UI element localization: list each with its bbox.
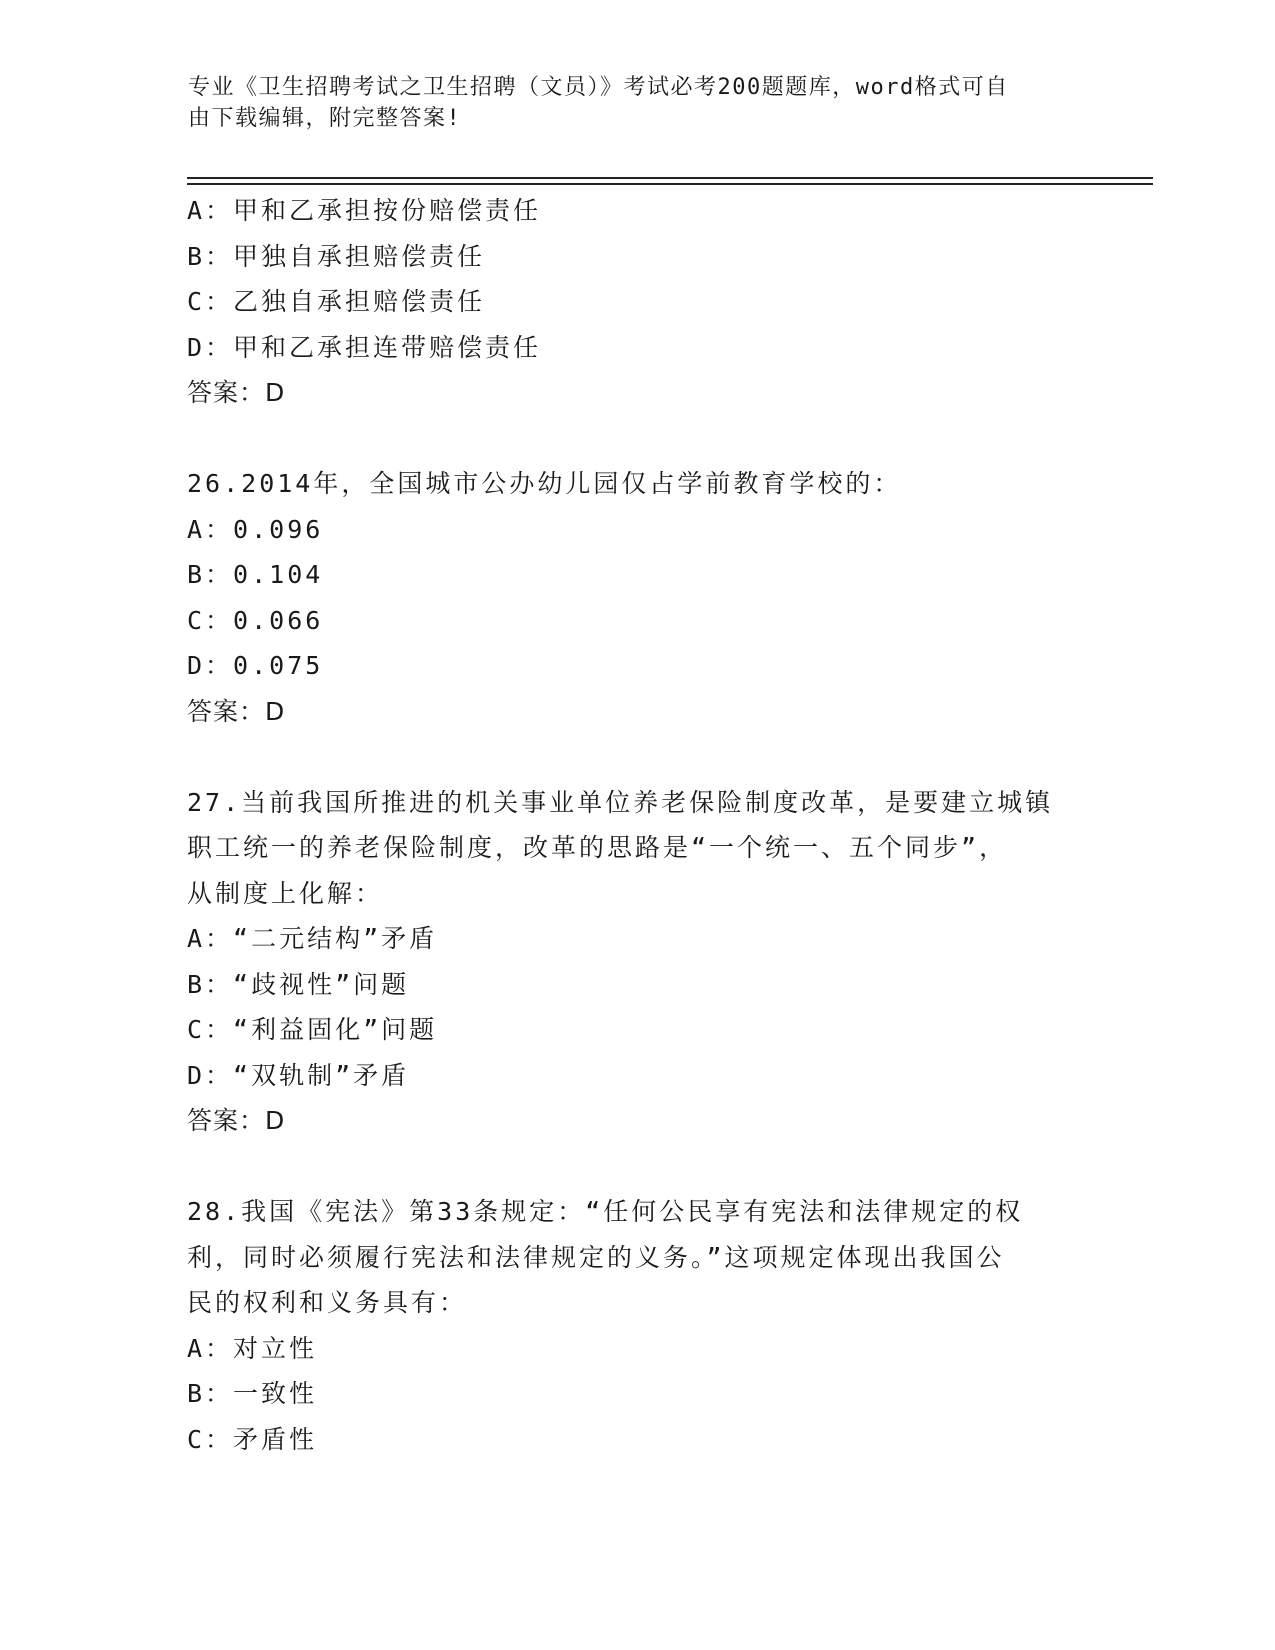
option-a: A：对立性 <box>187 1333 318 1363</box>
header-line-1: 专业《卫生招聘考试之卫生招聘（文员）》考试必考200题题库，word格式可自 <box>188 75 1009 100</box>
question-text-line-3: 从制度上化解： <box>187 878 384 908</box>
question-text-line-1: 28.我国《宪法》第33条规定：“任何公民享有宪法和法律规定的权 <box>187 1197 1024 1226</box>
header-line-2: 由下载编辑，附完整答案! <box>188 106 462 131</box>
option-a: A：0.096 <box>187 514 324 544</box>
question-text: 26.2014年，全国城市公办幼儿园仅占学前教育学校的： <box>187 469 902 498</box>
answer-line: 答案：D <box>187 696 286 726</box>
option-b: B：“歧视性”问题 <box>187 969 410 999</box>
option-b: B：甲独自承担赔偿责任 <box>187 241 486 271</box>
spacer <box>187 1144 1087 1190</box>
option-d: D：“双轨制”矛盾 <box>187 1060 410 1090</box>
option-d: D：甲和乙承担连带赔偿责任 <box>187 332 542 362</box>
question-text-line-3: 民的权利和义务具有： <box>187 1288 468 1317</box>
option-d: D：0.075 <box>187 651 324 680</box>
answer-line: 答案：D <box>187 378 286 407</box>
question-26 <box>187 461 1087 734</box>
spacer <box>187 734 1087 780</box>
question-list <box>187 188 1087 1462</box>
spacer <box>187 416 1087 462</box>
question-text-line-2: 利，同时必须履行宪法和法律规定的义务。”这项规定体现出我国公 <box>187 1242 1005 1272</box>
question-text-line-2: 职工统一的养老保险制度，改革的思路是“一个统一、五个同步”， <box>187 833 1008 862</box>
option-c: C：0.066 <box>187 605 324 635</box>
question-28 <box>187 1189 1087 1462</box>
option-c: C：“利益固化”问题 <box>187 1015 438 1044</box>
document-header <box>188 72 1068 134</box>
answer-line: 答案：D <box>187 1106 286 1135</box>
option-a: A：“二元结构”矛盾 <box>187 924 438 953</box>
option-c: C：乙独自承担赔偿责任 <box>187 287 486 316</box>
header-divider-bottom <box>187 183 1153 185</box>
option-b: B：一致性 <box>187 1379 318 1408</box>
question-25 <box>187 188 1087 416</box>
question-27 <box>187 780 1087 1144</box>
header-divider-top <box>187 177 1153 179</box>
option-a: A：甲和乙承担按份赔偿责任 <box>187 196 542 225</box>
option-b: B：0.104 <box>187 560 324 589</box>
question-text-line-1: 27.当前我国所推进的机关事业单位养老保险制度改革，是要建立城镇 <box>187 787 1054 817</box>
option-c: C：矛盾性 <box>187 1424 318 1454</box>
